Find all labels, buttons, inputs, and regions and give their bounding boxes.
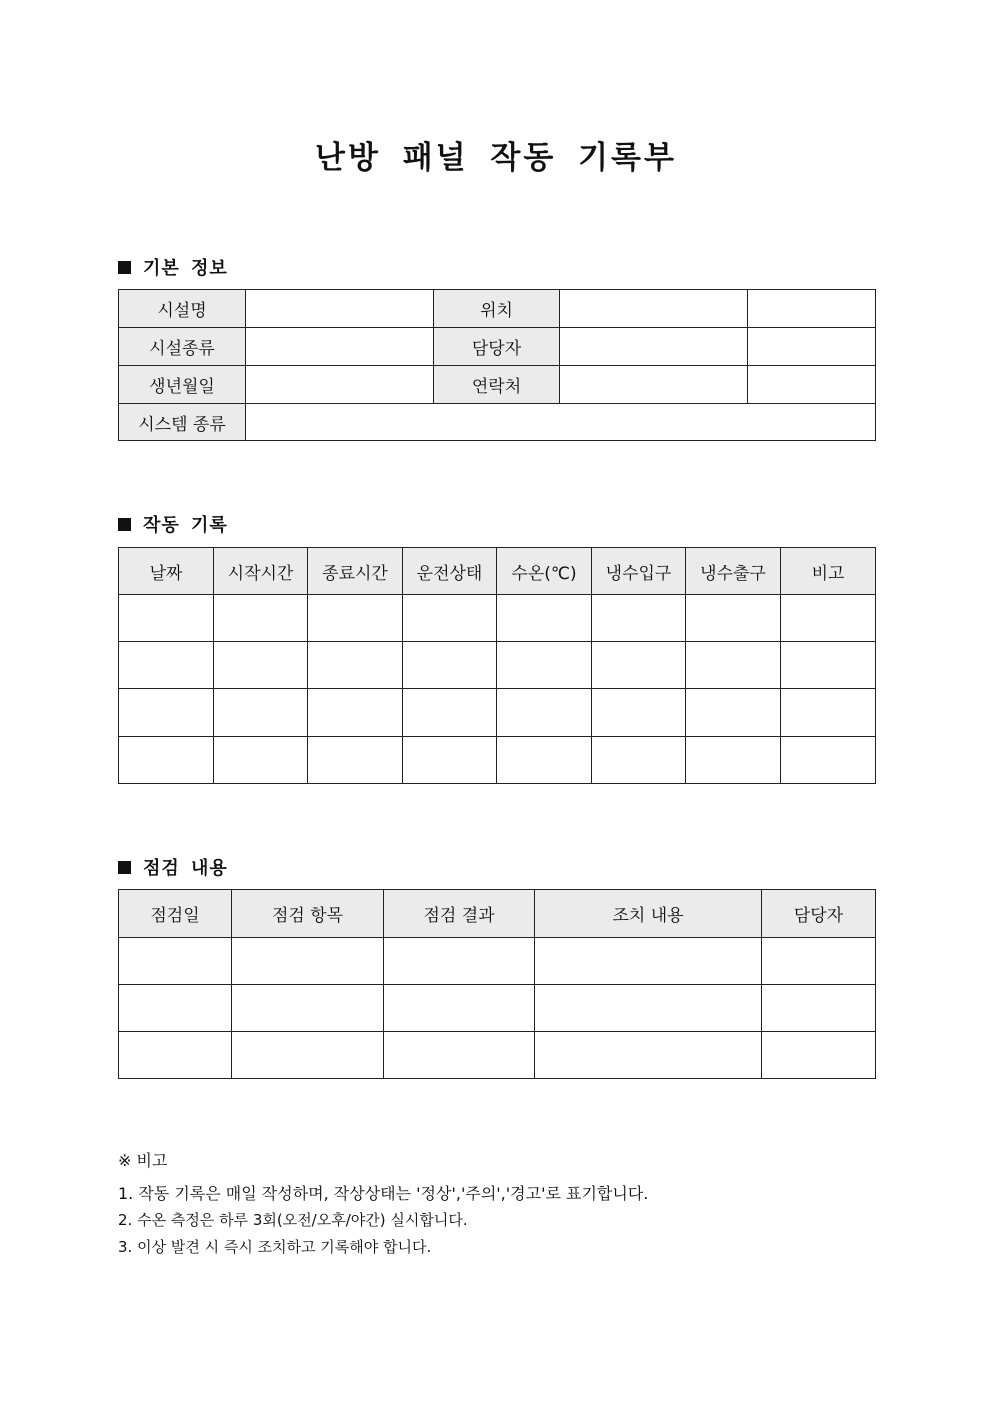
table-row (119, 595, 876, 642)
table-cell[interactable] (592, 689, 686, 737)
table-cell[interactable] (384, 985, 535, 1032)
table-cell[interactable] (535, 1032, 762, 1079)
manager-label: 담당자 (434, 328, 560, 366)
facility-type-label: 시설종류 (119, 328, 246, 366)
table-cell[interactable] (686, 642, 781, 689)
table-cell[interactable] (232, 985, 384, 1032)
table-cell[interactable] (497, 689, 592, 737)
facility-type-field[interactable] (246, 328, 434, 366)
table-cell[interactable] (762, 1032, 876, 1079)
table-cell[interactable] (214, 737, 308, 784)
section-heading-label: 점검 내용 (143, 858, 228, 879)
table-cell[interactable] (686, 689, 781, 737)
table-cell[interactable] (214, 689, 308, 737)
column-header-cold-water-outlet: 냉수출구 (686, 548, 781, 595)
table-cell[interactable] (686, 737, 781, 784)
column-header-start-time: 시작시간 (214, 548, 308, 595)
table-row (119, 328, 876, 366)
section-heading-operation-record (118, 511, 228, 537)
table-cell[interactable] (232, 938, 384, 985)
facility-name-field[interactable] (246, 290, 434, 328)
table-cell[interactable] (535, 985, 762, 1032)
birth-date-field[interactable] (246, 366, 434, 404)
table-cell[interactable] (592, 737, 686, 784)
column-header-inspection-result: 점검 결과 (384, 890, 535, 938)
table-row (119, 737, 876, 784)
location-label: 위치 (434, 290, 560, 328)
table-cell[interactable] (119, 938, 232, 985)
table-cell[interactable] (214, 595, 308, 642)
column-header-date: 날짜 (119, 548, 214, 595)
table-cell[interactable] (497, 595, 592, 642)
system-type-field[interactable] (246, 404, 876, 441)
table-cell[interactable] (308, 737, 403, 784)
table-row (119, 290, 876, 328)
column-header-remarks: 비고 (781, 548, 876, 595)
section-heading-basic-info (118, 254, 228, 280)
table-cell[interactable] (592, 642, 686, 689)
square-bullet-icon (118, 861, 131, 874)
table-cell[interactable] (781, 737, 876, 784)
basic-info-table (118, 289, 876, 441)
birth-date-label: 생년월일 (119, 366, 246, 404)
table-row (119, 366, 876, 404)
notes-section (118, 1148, 875, 1261)
table-header-row (119, 548, 876, 595)
table-cell[interactable] (308, 642, 403, 689)
table-cell[interactable] (403, 642, 497, 689)
table-row (119, 1032, 876, 1079)
contact-label: 연락처 (434, 366, 560, 404)
square-bullet-icon (118, 518, 131, 531)
table-cell[interactable] (119, 689, 214, 737)
table-cell[interactable] (384, 938, 535, 985)
column-header-end-time: 종료시간 (308, 548, 403, 595)
table-cell[interactable] (403, 595, 497, 642)
table-cell[interactable] (403, 737, 497, 784)
table-cell[interactable] (119, 737, 214, 784)
contact-field[interactable] (560, 366, 748, 404)
table-cell[interactable] (232, 1032, 384, 1079)
table-cell[interactable] (119, 642, 214, 689)
table-cell[interactable] (781, 642, 876, 689)
system-type-label: 시스템 종류 (119, 404, 246, 441)
note-line: 1. 작동 기록은 매일 작성하며, 작상상태는 '정상','주의','경고'로 표기합니다. (118, 1184, 649, 1203)
contact-extra-field[interactable] (748, 366, 876, 404)
column-header-cold-water-inlet: 냉수입구 (592, 548, 686, 595)
notes-title: ※ 비고 (118, 1151, 168, 1170)
location-field[interactable] (560, 290, 748, 328)
table-header-row (119, 890, 876, 938)
column-header-inspection-item: 점검 항목 (232, 890, 384, 938)
facility-name-label: 시설명 (119, 290, 246, 328)
table-cell[interactable] (119, 595, 214, 642)
table-cell[interactable] (762, 985, 876, 1032)
table-cell[interactable] (119, 1032, 232, 1079)
column-header-action-taken: 조치 내용 (535, 890, 762, 938)
table-cell[interactable] (781, 689, 876, 737)
table-cell[interactable] (403, 689, 497, 737)
table-cell[interactable] (535, 938, 762, 985)
section-heading-label: 작동 기록 (143, 515, 228, 536)
column-header-person-in-charge: 담당자 (762, 890, 876, 938)
manager-field[interactable] (560, 328, 748, 366)
table-cell[interactable] (308, 689, 403, 737)
location-extra-field[interactable] (748, 290, 876, 328)
table-cell[interactable] (762, 938, 876, 985)
note-line: 3. 이상 발견 시 즉시 조치하고 기록해야 합니다. (118, 1238, 432, 1256)
table-cell[interactable] (308, 595, 403, 642)
manager-extra-field[interactable] (748, 328, 876, 366)
table-cell[interactable] (686, 595, 781, 642)
square-bullet-icon (118, 261, 131, 274)
table-row (119, 404, 876, 441)
table-cell[interactable] (497, 642, 592, 689)
column-header-operation-status: 운전상태 (403, 548, 497, 595)
operation-record-table (118, 547, 876, 784)
section-heading-label: 기본 정보 (143, 258, 228, 279)
table-row (119, 938, 876, 985)
column-header-water-temp: 수온(℃) (497, 548, 592, 595)
table-cell[interactable] (592, 595, 686, 642)
table-cell[interactable] (214, 642, 308, 689)
table-cell[interactable] (497, 737, 592, 784)
table-cell[interactable] (384, 1032, 535, 1079)
table-row (119, 985, 876, 1032)
table-row (119, 642, 876, 689)
table-cell[interactable] (781, 595, 876, 642)
column-header-inspection-date: 점검일 (119, 890, 232, 938)
table-cell[interactable] (119, 985, 232, 1032)
note-line: 2. 수온 측정은 하루 3회(오전/오후/야간) 실시합니다. (118, 1211, 468, 1229)
page-title: 난방 패널 작동 기록부 (315, 140, 677, 176)
section-heading-inspection (118, 854, 228, 880)
inspection-table (118, 889, 876, 1079)
table-row (119, 689, 876, 737)
